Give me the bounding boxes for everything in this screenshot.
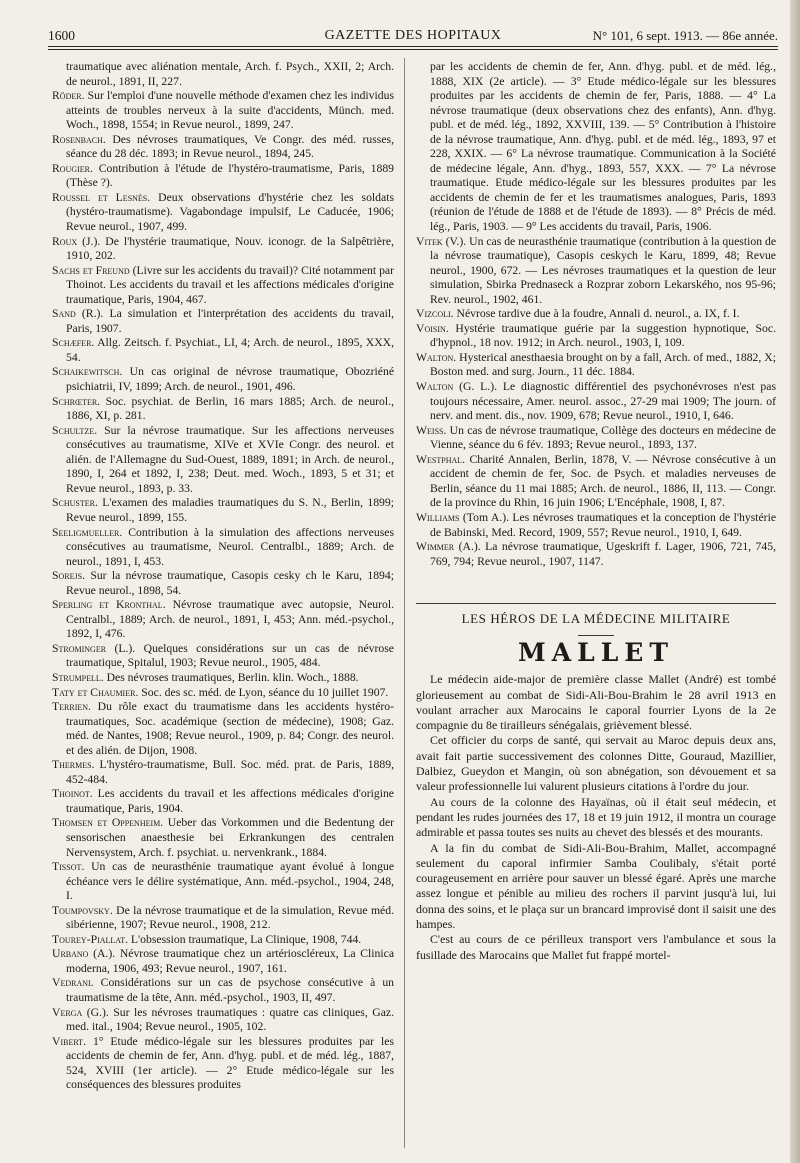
reference-author: Wimmer <box>416 540 455 554</box>
reference-entry <box>52 526 394 570</box>
reference-entry <box>52 860 394 904</box>
reference-entry <box>416 380 776 424</box>
reference-author: Schæfer. <box>52 336 95 350</box>
reference-entry <box>416 322 776 351</box>
page-edge <box>790 0 800 1163</box>
reference-entry <box>52 1035 394 1093</box>
reference-author: Strominger (L.). <box>52 641 136 655</box>
reference-text: Soc. psychiat. de Berlin, 16 mars 1885; Arch. de neurol., 1886, XI, p. 281. <box>66 394 394 423</box>
reference-text: Charité Annalen, Berlin, 1878, V. — Névrose consécutive à un accident de chemin de fer, Soc. de Psych. et maladies nerveuses de Berlin, séance du 11 mai 1885; Arch. de neurol., 1886, II, 113. — Congr. de la province du Rhin, 16 juin 1906; L'Encéphale, 1908, I, 87. <box>430 452 776 510</box>
reference-entry <box>52 395 394 424</box>
article-body <box>416 672 776 963</box>
article-paragraph: Le médecin aide-major de première classe Mallet (André) est tombé glorieusement au combat de Sidi-Ali-Bou-Brahim le 28 avril 1913 en voulant arracher aux Marocains le caporal fourrier Lyons de la 2e compagnie du 8e tirailleurs sénégalais, grièvement blessé. <box>416 672 776 733</box>
reference-entry <box>52 686 394 701</box>
section-rule <box>416 603 776 604</box>
reference-text: De l'hystérie traumatique, Nouv. iconogr. de la Salpêtrière, 1910, 202. <box>66 234 394 263</box>
reference-author: Schrœter. <box>52 394 101 408</box>
reference-author: Schuster. <box>52 496 98 510</box>
reference-author: Vedrani. <box>52 976 94 990</box>
reference-text: Des névroses traumatiques, Ve Congr. des méd. russes, séance du 28 déc. 1893; in Revue neurol., 1894, 245. <box>66 132 395 161</box>
reference-author: Sachs et Freund <box>52 263 130 277</box>
heroes-section <box>416 603 776 667</box>
reference-author: Toumpovsky. <box>52 903 113 917</box>
reference-author: Terrien. <box>52 700 91 714</box>
reference-text: L'hystéro-traumatisme, Bull. Soc. méd. prat. de Paris, 1889, 452-484. <box>66 758 394 786</box>
reference-author: Roux (J.). <box>52 234 101 248</box>
reference-author: Vitek (V.). <box>416 234 467 248</box>
short-rule <box>578 635 614 636</box>
header-rule-thin <box>48 49 778 50</box>
article-paragraph: A la fin du combat de Sidi-Ali-Bou-Brahim, Mallet, accompagné seulement du caporal infirmier Samba Coulibaly, s'était porté courageusement en arrière pour sauver un blessé égaré. Après une marche assez longue et pénible au milieu des rochers il parvint jusqu'à lui, lui donna des soins, et le plaça sur un brancard improvisé dont il saisit une des hampes. <box>416 840 776 931</box>
reference-author: Strumpell. <box>52 670 104 684</box>
column-divider <box>404 58 405 1148</box>
reference-author: Schaikewitsch. <box>52 365 123 379</box>
reference-entry <box>52 307 394 336</box>
reference-text: Sur l'emploi d'une nouvelle méthode d'examen chez les individus atteints de troubles nerveux à la suite d'accidents, Münch. med. Woch., 1898, 1554; in Revue neurol., 1899, 247. <box>66 89 394 132</box>
reference-author: Seeligmueller. <box>52 525 123 539</box>
reference-text: (Livre sur les accidents du travail)? Cité notamment par Thoinot. Les accidents du travail et les affections médicales d'origine traumatique, Paris, 1904, 467. <box>66 263 395 306</box>
reference-entry <box>52 264 394 308</box>
reference-entry <box>52 496 394 525</box>
reference-entry <box>416 307 776 322</box>
reference-author: Thoinot. <box>52 787 93 801</box>
reference-author: Williams <box>416 510 460 524</box>
reference-text: L'obsession traumatique, La Clinique, 1908, 744. <box>130 932 362 946</box>
left-column <box>52 60 394 1093</box>
reference-entry <box>52 336 394 365</box>
reference-entry <box>416 540 776 569</box>
reference-entry <box>52 758 394 787</box>
reference-entry <box>52 904 394 933</box>
reference-text: Deux observations d'hystérie chez les soldats (hystéro-traumatisme). Vagabondage impulsif, Le Caducée, 1906; Revue neurol., 1907, 499. <box>66 190 394 234</box>
issue-info: N° 101, 6 sept. 1913. — 86e année. <box>592 28 778 43</box>
article-paragraph: Au cours de la colonne des Hayaïnas, où il était seul médecin, et pendant les rudes journées des 17, 18 et 19 juin 1912, il montra un courage admirable et passa toutes ses nuits au chevet des blessés et des mourants. <box>416 794 776 840</box>
reference-text: Hystérie traumatique guérie par la suggestion hypnotique, Soc. d'hypnol., 18 nov. 1912; in Arch. neurol., 1903, I, 109. <box>430 321 776 350</box>
section-title: LES HÉROS DE LA MÉDECINE MILITAIRE <box>461 611 731 627</box>
reference-text: Allg. Zeitsch. f. Psychiat., LI, 4; Arch. de neurol., 1895, XXX, 54. <box>66 336 394 364</box>
reference-text: traumatique avec aliénation mentale, Arch. f. Psych., XXII, 2; Arch. de neurol., 1891, II, 227. <box>66 60 394 88</box>
right-references <box>416 60 776 569</box>
reference-author: Walton. <box>416 350 457 364</box>
reference-author: Tourey-Piallat. <box>52 932 128 946</box>
reference-author: Sand (R.). <box>52 307 104 321</box>
reference-entry <box>52 700 394 758</box>
reference-text: par les accidents de chemin de fer, Ann. d'hyg. publ. et de méd. lég., 1888, XIX (2e article). — 3° Etude médico-légale sur les blessures produites par les accidents de chemin de fer, Paris, 1888. — 4° La névrose traumatique (deux observations chez des enfants), Ann. d'hyg. publ. et de méd. lég., 1892, XXVIII, 139. — 5° Contribution à l'histoire de la névrose traumatique, Ann. d'hyg. publ. et de méd. lég., 1893, 97 et 228, XXIX. — 6° La névrose traumatique. Communication à la Société de médecine légale, Ann. d'hyg., 1893, 557, XXX. — 7° La névrose traumatique. Etude médico-légale sur les blessures produites par les accidents de chemin de fer et les traumatismes analogues, Paris, 1893 (réunion de l'étude de 1888 et de l'étude de 1893). — 8° Précis de méd. lég., Paris, 1903. — 9° Les accidents du travail, Paris, 1906. <box>430 60 776 234</box>
reference-author: Taty et Chaumier. <box>52 685 139 699</box>
reference-entry <box>52 191 394 235</box>
reference-entry <box>52 133 394 162</box>
reference-entry <box>52 947 394 976</box>
reference-author: Rougier. <box>52 161 93 175</box>
reference-author: Thermes. <box>52 758 95 772</box>
reference-text: Un cas de névrose traumatique, Collège des docteurs en médecine de Vienne, séance du 6 fév. 1893; Revue neurol., 1893, 137. <box>430 423 776 452</box>
reference-entry <box>416 424 776 453</box>
reference-text: Du rôle exact du traumatisme dans les accidents hystéro-traumatiques, Soc. académique (section de médecine), 1908; Gaz. méd. de Nantes, 1908; Revue neurol., 1909, p. 84; Congr. des neurol. et des alién. de Dijon, 1908. <box>66 700 395 757</box>
reference-text: Hysterical anesthaesia brought on by a fall, Arch. of med., 1882, X; Boston med. and surg. Journ., 11 déc. 1884. <box>430 350 776 379</box>
reference-text: Soc. des sc. méd. de Lyon, séance du 10 juillet 1907. <box>141 685 389 699</box>
reference-author: Roussel et Lesnès. <box>52 190 151 204</box>
reference-text: Les accidents du travail et les affections médicales d'origine traumatique, Paris, 1904. <box>66 787 394 815</box>
reference-author: Vizcoli. <box>416 307 454 321</box>
reference-text: Névrose traumatique avec autopsie, Neurol. Centralbl., 1889; Arch. de neurol., 1891, I, 453; Ann. méd.-psychol., 1892, I, 476. <box>66 598 395 641</box>
reference-entry <box>52 976 394 1005</box>
reference-text: 1° Etude médico-légale sur les blessures produites par les accidents de chemin de fer, Ann. d'hyg. publ. et de méd. lég., 1887, 524, XVIII (1er article). — 2° Etude médico-légale sur les conséquences des blessures produites <box>66 1034 394 1092</box>
reference-entry <box>52 162 394 191</box>
reference-entry <box>416 235 776 308</box>
reference-author: Rosenbach. <box>52 132 106 146</box>
reference-text: (Tom A.). Les névroses traumatiques et la conception de l'hystérie de Babinski, Med. Record, 1909, 557; Revue neurol., 1910, I, 649. <box>430 510 777 539</box>
reference-text: Un cas de neurasthénie traumatique ayant évolué à longue échéance vers le délire systématique, Ann. méd.-psychol., 1904, 248, I. <box>66 860 395 903</box>
reference-text: Le diagnostic différentiel des psychonévroses n'est pas toujours nécessaire, Amer. neurol. assoc., 27-29 mai 1909; The journ. of nerv. and ment. dis., nov. 1909, 678; Revue neurol., 1910, I, 646. <box>430 380 777 423</box>
reference-entry <box>430 60 776 235</box>
reference-author: Röder. <box>52 89 85 103</box>
reference-entry <box>52 1006 394 1035</box>
reference-author: Vibert. <box>52 1034 86 1048</box>
reference-entry <box>52 569 394 598</box>
reference-entry <box>52 235 394 264</box>
reference-entry <box>52 816 394 860</box>
reference-author: Verga (G.). <box>52 1005 109 1019</box>
reference-entry <box>416 351 776 380</box>
reference-entry <box>52 424 394 497</box>
reference-text: Quelques considérations sur un cas de névrose traumatique, Spitalul, 1903; Revue neurol., 1905, 484. <box>66 641 394 670</box>
reference-text: Sur la névrose traumatique, Casopis cesky ch le Karu, 1894; Revue neurol., 1898, 54. <box>66 569 394 597</box>
reference-author: Sperling et Kronthal. <box>52 598 166 612</box>
reference-author: Thomsen et Oppenheim. <box>52 816 164 830</box>
reference-author: Voisin. <box>416 321 449 335</box>
running-header <box>48 24 778 48</box>
reference-entry <box>52 365 394 394</box>
article-paragraph: Cet officier du corps de santé, qui servait au Maroc depuis deux ans, avait fait partie successivement des colonnes Ditte, Gouraud, Mazillier, Dalbiez, Gueydon et Mangin, où son abnégation, son dévouement et sa valeur professionnelle lui valurent plusieurs citations à l'ordre du jour. <box>416 733 776 794</box>
reference-text: Un cas original de névrose traumatique, Obozriéné psichiatrii, IV, 1899; Arch. de neurol., 1901, 496. <box>66 365 395 394</box>
reference-text: Contribution à la simulation des affections nerveuses consécutives au traumatisme, Neurol. Centralbl., 1889; Arch. de neurol., 1891, I, 453. <box>66 525 394 568</box>
reference-text: Contribution à l'étude de l'hystéro-traumatisme, Paris, 1889 (Thèse ?). <box>66 161 395 190</box>
reference-text: Névrose tardive due à la foudre, Annali d. neurol., a. IX, f. I. <box>456 307 740 321</box>
journal-title: GAZETTE DES HOPITAUX <box>324 28 502 43</box>
reference-author: Westphal. <box>416 452 466 466</box>
reference-entry <box>52 89 394 133</box>
reference-text: Un cas de neurasthénie traumatique (contribution à la question de la névrose traumatique), Casopis ceskych le Karu, 1899, 48; Revue neurol., 1900, 672. — Les névroses traumatiques et la question de leur simulation, Sbirka Prednaseck a Rozprar zoborn Lekarského, nos 95-96; Rev. neurol., 1902, 461. <box>430 234 777 306</box>
reference-text: Névrose traumatique chez un artérioscléreux, La Clinica moderna, 1906, 493; Revue neurol., 1907, 161. <box>66 947 395 975</box>
reference-text: L'examen des maladies traumatiques du S. N., Berlin, 1899; Revue neurol., 1899, 155. <box>66 496 394 524</box>
reference-text: De la névrose traumatique et de la simulation, Revue méd. sibérienne, 1907; Revue neurol., 1908, 212. <box>66 903 394 932</box>
reference-text: Considérations sur un cas de psychose consécutive à un traumatisme de la tête, Ann. méd.-psychol., 1903, II, 497. <box>66 976 395 1004</box>
reference-entry <box>66 60 394 89</box>
right-column <box>416 60 776 963</box>
reference-entry <box>416 453 776 511</box>
reference-entry <box>52 787 394 816</box>
reference-text: (A.). La névrose traumatique, Ugeskrift f. Lager, 1906, 721, 745, 769, 794; Revue neurol., 1907, 1147. <box>430 540 777 568</box>
reference-author: Walton (G. L.). <box>416 380 498 394</box>
reference-text: La simulation et l'interprétation des accidents du travail, Paris, 1907. <box>66 307 394 335</box>
reference-author: Weiss. <box>416 423 447 437</box>
reference-author: Urbano (A.). <box>52 947 116 961</box>
page-number: 1600 <box>48 28 75 43</box>
article-paragraph: C'est au cours de ce périlleux transport vers l'ambulance et sous la fusillade des Marocains que Mallet fut frappé mortel- <box>416 932 776 962</box>
reference-entry <box>52 933 394 948</box>
reference-author: Sorejs. <box>52 569 85 583</box>
reference-text: Des névroses traumatiques, Berlin. klin. Woch., 1888. <box>106 670 359 684</box>
reference-text: Ueber das Vorkommen und die Bedentung der sensorischen anaesthesie bei Erkrankungen des centralen Nervensystem, Arch. f. psychiat. u. nervenkrank., 1884. <box>66 816 395 859</box>
reference-text: Sur les névroses traumatiques : quatre cas cliniques, Gaz. med. ital., 1904; Revue neurol., 1905, 102. <box>66 1005 394 1034</box>
reference-entry <box>416 511 776 540</box>
hero-name: MALLET <box>518 637 674 667</box>
reference-author: Tissot. <box>52 860 85 874</box>
reference-entry <box>52 642 394 671</box>
reference-text: Sur la névrose traumatique. Sur les affections nerveuses consécutives au traumatisme, XIVe et XVIe Congr. des neurol. et alién. de l'Allemagne du Sud-Ouest, 1889, 1891; in Arch. de neurol., 1890, I, 264 et 1892, I, 238; Deut. med. Woch., 1893, 5 et 31; et Revue neurol., 1893, p. 33. <box>66 423 394 495</box>
reference-entry <box>52 598 394 642</box>
reference-entry <box>52 671 394 686</box>
reference-author: Schultze. <box>52 423 98 437</box>
header-rule <box>48 46 778 47</box>
